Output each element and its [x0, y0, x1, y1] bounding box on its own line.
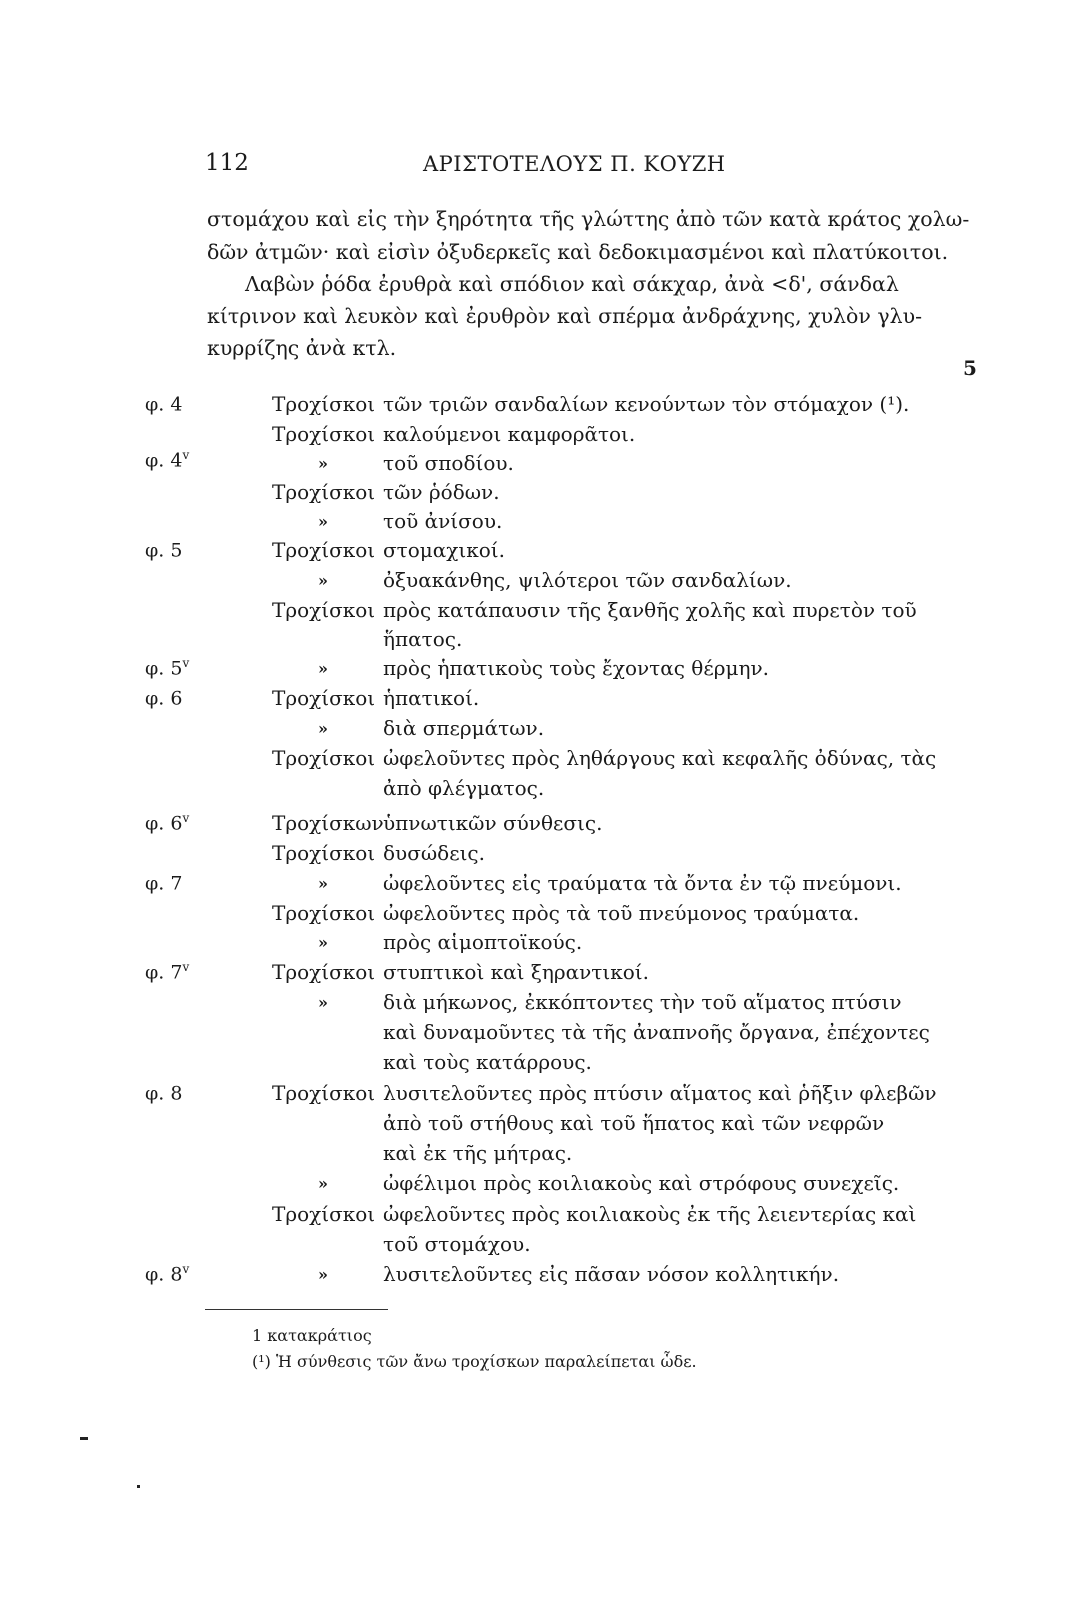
ditto-mark: »: [318, 659, 328, 678]
entry-label: Τροχίσκοι: [272, 901, 376, 925]
entry-text: τῶν τριῶν σανδαλίων κενούντων τὸν στόμαχον (¹).: [383, 392, 910, 416]
entry-text: πρὸς ἡπατικοὺς τοὺς ἔχοντας θέρμην.: [383, 656, 769, 680]
entry-label: Τροχίσκοι: [272, 392, 376, 416]
ditto-mark: »: [318, 1265, 328, 1284]
entry-text: ὠφελοῦντες πρὸς κοιλιακοὺς ἐκ τῆς λειεντερίας καὶ: [383, 1202, 917, 1226]
intro-line: Λαβὼν ῥόδα ἐρυθρὰ καὶ σπόδιον καὶ σάκχαρ, ἀνὰ <δ', σάνδαλ: [245, 272, 899, 296]
ditto-mark: »: [318, 993, 328, 1012]
folio-ref: φ. 6$^v$: [145, 811, 190, 835]
scan-speck: [80, 1437, 88, 1440]
entry-text: διὰ μήκωνος, ἐκκόπτοντες τὴν τοῦ αἵματος πτύσιν: [383, 990, 902, 1014]
entry-text: καλούμενοι καμφορᾶτοι.: [383, 422, 636, 446]
entry-text: ὠφέλιμοι πρὸς κοιλιακοὺς καὶ στρόφους συνεχεῖς.: [383, 1171, 900, 1195]
ditto-mark: »: [318, 454, 328, 473]
ditto-mark: »: [318, 512, 328, 531]
footnote: (¹) Ἡ σύνθεσις τῶν ἄνω τροχίσκων παραλείπεται ὧδε.: [252, 1352, 697, 1371]
folio-ref: φ. 8$^v$: [145, 1262, 190, 1286]
entry-label: Τροχίσκοι: [272, 746, 376, 770]
entry-text: τοῦ ἀνίσου.: [383, 509, 503, 533]
folio-ref: φ. 5: [145, 539, 183, 562]
entry-label: Τροχίσκοι: [272, 598, 376, 622]
entry-text: τοῦ σποδίου.: [383, 451, 514, 475]
entry-text-continuation: καὶ δυναμοῦντες τὰ τῆς ἀναπνοῆς ὄργανα, ἐπέχοντες: [383, 1020, 930, 1044]
entry-text-continuation: ἥπατος.: [383, 627, 463, 651]
entry-label: Τροχίσκοι: [272, 841, 376, 865]
entry-text: λυσιτελοῦντες πρὸς πτύσιν αἵματος καὶ ῥῆξιν φλεβῶν: [383, 1081, 937, 1105]
entry-text: ὑπνωτικῶν σύνθεσις.: [383, 811, 603, 835]
page-number: 112: [205, 150, 249, 176]
intro-line: στομάχου καὶ εἰς τὴν ξηρότητα τῆς γλώττης ἀπὸ τῶν κατὰ κράτος χολω-: [207, 207, 970, 231]
intro-line: κυρρίζης ἀνὰ κτλ.: [207, 336, 397, 360]
entry-text-continuation: καὶ ἐκ τῆς μήτρας.: [383, 1141, 573, 1165]
entry-label: Τροχίσκοι: [272, 960, 376, 984]
ditto-mark: »: [318, 874, 328, 893]
entry-text-continuation: ἀπὸ φλέγματος.: [383, 776, 545, 800]
footnote: 1 κατακράτιος: [252, 1326, 372, 1345]
ditto-mark: »: [318, 1174, 328, 1193]
entry-text: στομαχικοί.: [383, 538, 505, 562]
scan-speck: [137, 1485, 140, 1488]
intro-line: δῶν ἀτμῶν· καὶ εἰσὶν ὀξυδερκεῖς καὶ δεδοκιμασμένοι καὶ πλατύκοιτοι.: [207, 240, 949, 264]
ditto-mark: »: [318, 571, 328, 590]
entry-text-continuation: καὶ τοὺς κατάρρους.: [383, 1050, 592, 1074]
entry-label: Τροχίσκοι: [272, 686, 376, 710]
entry-label: Τροχίσκοι: [272, 480, 376, 504]
folio-ref: φ. 8: [145, 1082, 183, 1105]
entry-text: στυπτικοὶ καὶ ξηραντικοί.: [383, 960, 649, 984]
entry-text: τῶν ῥόδων.: [383, 480, 500, 504]
entry-label: Τροχίσκοι: [272, 538, 376, 562]
footnote-rule: [205, 1309, 388, 1310]
running-title: ΑΡΙΣΤΟΤΕΛΟΥΣ Π. ΚΟΥΖΗ: [423, 152, 726, 176]
folio-ref: φ. 6: [145, 687, 183, 710]
folio-ref: φ. 4: [145, 393, 183, 416]
entry-label: Τροχίσκοι: [272, 1081, 376, 1105]
folio-ref: φ. 7: [145, 872, 183, 895]
entry-text-continuation: ἀπὸ τοῦ στήθους καὶ τοῦ ἥπατος καὶ τῶν νεφρῶν: [383, 1111, 885, 1135]
entry-label: Τροχίσκοι: [272, 1202, 376, 1226]
entry-text: ὠφελοῦντες πρὸς τὰ τοῦ πνεύμονος τραύματα.: [383, 901, 860, 925]
entry-label: Τροχίσκων: [272, 811, 384, 835]
intro-line: κίτρινον καὶ λευκὸν καὶ ἐρυθρὸν καὶ σπέρμα ἀνδράχνης, χυλὸν γλυ-: [207, 304, 923, 328]
entry-text: διὰ σπερμάτων.: [383, 716, 545, 740]
entry-text: ὠφελοῦντες πρὸς ληθάργους καὶ κεφαλῆς ὀδύνας, τὰς: [383, 746, 937, 770]
entry-text: ὠφελοῦντες εἰς τραύματα τὰ ὄντα ἐν τῷ πνεύμονι.: [383, 871, 902, 895]
folio-ref: φ. 7$^v$: [145, 960, 190, 984]
margin-line-number: 5: [963, 356, 977, 380]
entry-text: ὀξυακάνθης, ψιλότεροι τῶν σανδαλίων.: [383, 568, 792, 592]
ditto-mark: »: [318, 933, 328, 952]
folio-ref: φ. 5$^v$: [145, 656, 190, 680]
entry-text: πρὸς αἱμοπτοϊκούς.: [383, 930, 583, 954]
entry-text: πρὸς κατάπαυσιν τῆς ξανθῆς χολῆς καὶ πυρετὸν τοῦ: [383, 598, 917, 622]
entry-text-continuation: τοῦ στομάχου.: [383, 1232, 531, 1256]
entry-text: ἡπατικοί.: [383, 686, 480, 710]
entry-text: λυσιτελοῦντες εἰς πᾶσαν νόσον κολλητικήν.: [383, 1262, 840, 1286]
ditto-mark: »: [318, 719, 328, 738]
entry-label: Τροχίσκοι: [272, 422, 376, 446]
entry-text: δυσώδεις.: [383, 841, 485, 865]
folio-ref: φ. 4$^v$: [145, 448, 190, 472]
